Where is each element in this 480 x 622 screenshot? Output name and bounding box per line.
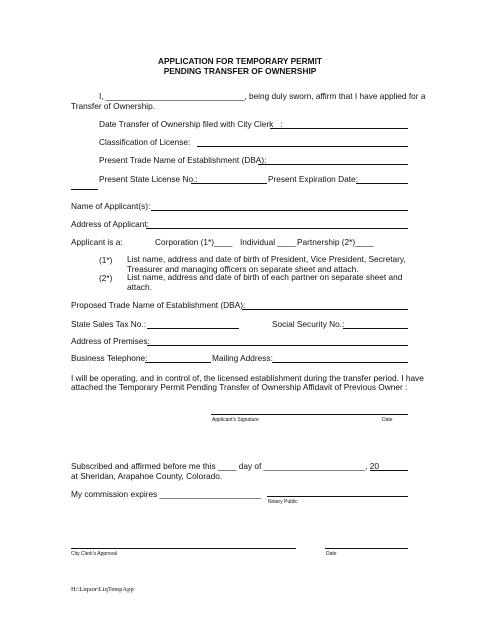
clerk-date-label: Date: [326, 551, 337, 557]
sales-tax-field[interactable]: [147, 328, 239, 329]
clerk-approval-line[interactable]: [71, 548, 296, 549]
mailing-field[interactable]: [272, 362, 408, 363]
partnership-option[interactable]: Partnership (2*)____: [297, 237, 374, 247]
proposed-name-label: Proposed Trade Name of Establishment (DBA):: [71, 300, 246, 310]
intro-line1: I, ______________________________, being duly sworn, affirm that I have applied for a: [99, 91, 426, 101]
note-1-marker: (1*): [99, 255, 113, 265]
state-license-label: Present State License No.:: [99, 174, 198, 184]
note-2-marker: (2*): [99, 273, 113, 283]
note-2-text: List name, address and date of birth of each partner on separate sheet and attach.: [127, 272, 403, 292]
intro-line2: Transfer of Ownership.: [71, 101, 156, 111]
subscribed-text: Subscribed and affirmed before me this ____ day of ______________________, 20: [71, 461, 379, 471]
corporation-option[interactable]: Corporation (1*)____: [155, 237, 233, 247]
clerk-date-line[interactable]: [325, 548, 408, 549]
state-license-field[interactable]: [191, 183, 267, 184]
expiration-field-continued[interactable]: [71, 189, 98, 190]
notary-label: Notary Public: [268, 499, 298, 505]
affirm-line2: attached the Temporary Permit Pending Transfer of Ownership Affidavit of Previous Owner :: [71, 382, 408, 392]
applicant-is-label: Applicant is a:: [71, 237, 123, 247]
form-title-line2: PENDING TRANSFER OF OWNERSHIP: [163, 66, 317, 76]
trade-name-label: Present Trade Name of Establishment (DBA):: [99, 155, 267, 165]
proposed-name-field[interactable]: [242, 309, 408, 310]
signature-line[interactable]: [211, 414, 408, 415]
footer-file-path: H:\Liquor\LiqTempApp: [71, 586, 134, 593]
name-field[interactable]: [151, 210, 408, 211]
clerk-approval-label: City Clerk's Approval: [71, 551, 117, 557]
signature-label: Applicant's Signature: [212, 417, 259, 423]
address-label: Address of Applicant:: [71, 219, 149, 229]
address-field[interactable]: [146, 228, 408, 229]
affirm-line1: I will be operating, and in control of, the licensed establishment during the transfer period. I have: [71, 373, 424, 383]
location-text: at Sheridan, Arapahoe County, Colorado.: [71, 471, 223, 481]
expiration-field[interactable]: [356, 183, 408, 184]
trade-name-field[interactable]: [258, 164, 408, 165]
expiration-label: Present Expiration Date:: [268, 174, 358, 184]
notary-signature-line[interactable]: [267, 496, 408, 497]
phone-field[interactable]: [145, 362, 211, 363]
name-label: Name of Applicant(s):: [71, 201, 151, 211]
ssn-label: Social Security No.:: [272, 319, 345, 329]
note-1-text: List name, address and date of birth of President, Vice President, Secretary, Treasurer and managing officers on separate sheet and attach.: [127, 254, 406, 274]
sales-tax-label: State Sales Tax No.:: [71, 319, 147, 329]
classification-label: Classification of License:: [99, 137, 191, 147]
date-transfer-field[interactable]: [270, 128, 408, 129]
ssn-field[interactable]: [343, 328, 408, 329]
commission-text: My commission expires ______________________: [71, 489, 262, 499]
premises-field[interactable]: [147, 345, 408, 346]
signature-date-label: Date: [382, 417, 393, 423]
year-field[interactable]: [370, 470, 408, 471]
date-transfer-label: Date Transfer of Ownership filed with City Clerk _:: [99, 119, 283, 129]
classification-field[interactable]: [197, 146, 408, 147]
form-title-line1: APPLICATION FOR TEMPORARY PERMIT: [158, 56, 322, 66]
premises-label: Address of Premises:: [71, 336, 150, 346]
phone-label: Business Telephone:: [71, 353, 148, 363]
mailing-label: Mailing Address:: [212, 353, 273, 363]
individual-option[interactable]: Individual ____: [240, 237, 296, 247]
